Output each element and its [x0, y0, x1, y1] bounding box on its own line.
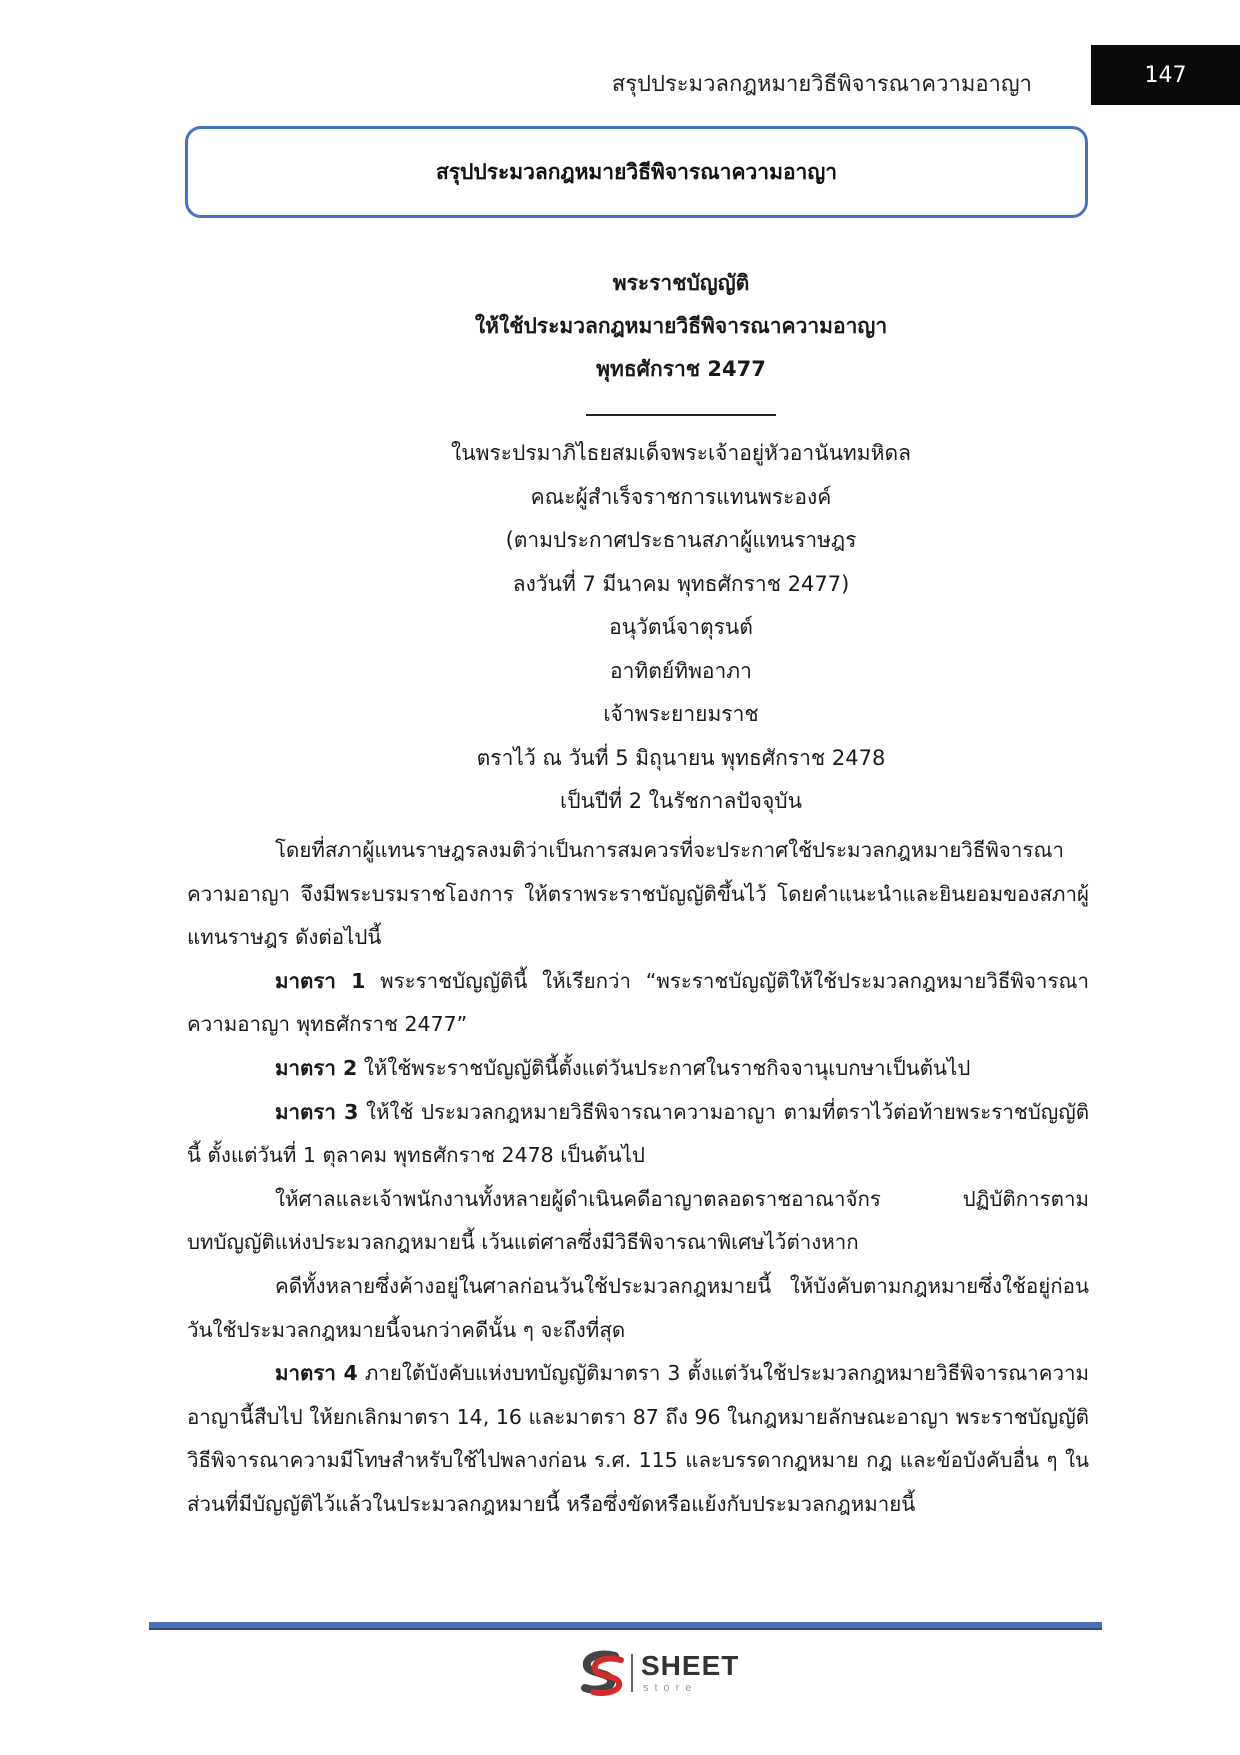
chapter-title: สรุปประมวลกฎหมายวิธีพิจารณาความอาญา — [435, 159, 838, 184]
section-2-paragraph — [187, 1047, 1089, 1091]
preamble-line: เจ้าพระยายมราช — [603, 702, 759, 726]
preamble-line: อนุวัตน์จาตุรนต์ — [609, 615, 753, 639]
logo-wordmark: SHEET — [641, 1650, 740, 1681]
section-3-paragraph — [187, 1091, 1089, 1178]
act-heading-line-1: พระราชบัญญัติ — [612, 271, 750, 295]
section-3-paragraph-3: คดีทั้งหลายซึ่งค้างอยู่ในศาลก่อนวันใช้ประมวลกฎหมายนี้ ให้บังคับตามกฎหมายซึ่งใช้อยู่ก่อนวันใช้ประมวลกฎหมายนี้จนกว่าคดีนั้น ๆ จะถึงที่สุด — [187, 1273, 1089, 1342]
preamble-line: ในพระปรมาภิไธยสมเด็จพระเจ้าอยู่หัวอานันทมหิดล — [451, 441, 911, 465]
chapter-title-box — [185, 126, 1088, 218]
preamble-line: (ตามประกาศประธานสภาผู้แทนราษฎร — [505, 528, 857, 552]
section-1-label: มาตรา 1 — [275, 968, 366, 993]
preamble-line: ลงวันที่ 7 มีนาคม พุทธศักราช 2477) — [512, 571, 850, 596]
act-body — [187, 829, 1089, 1527]
preamble-line: ตราไว้ ณ วันที่ 5 มิถุนายน พุทธศักราช 2478 — [476, 745, 886, 770]
section-4-text: ภายใต้บังคับแห่งบทบัญญัติมาตรา 3 ตั้งแต่วันใช้ประมวลกฎหมายวิธีพิจารณาความอาญานี้สืบไป ให้ยกเลิกมาตรา 14, 16 และมาตรา 87 ถึง 96 ในกฎหมายลักษณะอาญา พระราชบัญญัติวิธีพิจารณาความมีโทษสำหรับใช้ไปพลางก่อน ร.ศ. 115 และบรรดากฎหมาย กฎ และข้อบังคับอื่น ๆ ในส่วนที่มีบัญญัติไว้แล้วในประมวลกฎหมายนี้ หรือซึ่งขัดหรือแย้งกับประมวลกฎหมายนี้ — [187, 1361, 1090, 1516]
section-3-label: มาตรา 3 — [275, 1099, 359, 1124]
section-1-paragraph — [187, 960, 1089, 1047]
running-header-title: สรุปประมวลกฎหมายวิธีพิจารณาความอาญา — [611, 72, 1032, 97]
intro-paragraph: โดยที่สภาผู้แทนราษฎรลงมติว่าเป็นการสมควรที่จะประกาศใช้ประมวลกฎหมายวิธีพิจารณาความอาญา จึงมีพระบรมราชโองการ ให้ตราพระราชบัญญัติขึ้นไว้ โดยคำแนะนำและยินยอมของสภาผู้แทนราษฎร ดังต่อไปนี้ — [187, 838, 1089, 950]
page-number: 147 — [1091, 45, 1240, 105]
heading-divider — [586, 414, 776, 416]
act-heading-line-2: ให้ใช้ประมวลกฎหมายวิธีพิจารณาความอาญา — [474, 314, 888, 338]
preamble-line: คณะผู้สำเร็จราชการแทนพระองค์ — [530, 484, 832, 509]
sheet-store-logo — [575, 1648, 745, 1698]
logo-subtext: store — [643, 1682, 698, 1694]
preamble-line: เป็นปีที่ 2 ในรัชกาลปัจจุบัน — [560, 789, 802, 813]
section-3-paragraph-2: ให้ศาลและเจ้าพนักงานทั้งหลายผู้ดำเนินคดีอาญาตลอดราชอาณาจักร ปฏิบัติการตามบทบัญญัติแห่งประมวลกฎหมายนี้ เว้นแต่ศาลซึ่งมีวิธีพิจารณาพิเศษไว้ต่างหาก — [187, 1186, 1089, 1255]
section-4-paragraph — [187, 1352, 1089, 1526]
section-1-text: พระราชบัญญัตินี้ ให้เรียกว่า “พระราชบัญญัติให้ใช้ประมวลกฎหมายวิธีพิจารณาความอาญา พุทธศักราช 2477” — [187, 968, 1089, 1037]
section-2-text: ให้ใช้พระราชบัญญัตินี้ตั้งแต่วันประกาศในราชกิจจานุเบกษาเป็นต้นไป — [357, 1055, 971, 1080]
preamble-line: อาทิตย์ทิพอาภา — [610, 658, 752, 683]
act-heading-block — [185, 262, 1177, 824]
section-2-label: มาตรา 2 — [275, 1055, 358, 1080]
logo-s-icon — [575, 1648, 635, 1698]
footer-rule — [149, 1622, 1102, 1630]
section-4-label: มาตรา 4 — [275, 1361, 358, 1386]
act-heading-line-3: พุทธศักราช 2477 — [596, 357, 766, 381]
section-3-text: ให้ใช้ ประมวลกฎหมายวิธีพิจารณาความอาญา ตามที่ตราไว้ต่อท้ายพระราชบัญญัตินี้ ตั้งแต่วันที่ 1 ตุลาคม พุทธศักราช 2478 เป็นต้นไป — [187, 1099, 1090, 1168]
